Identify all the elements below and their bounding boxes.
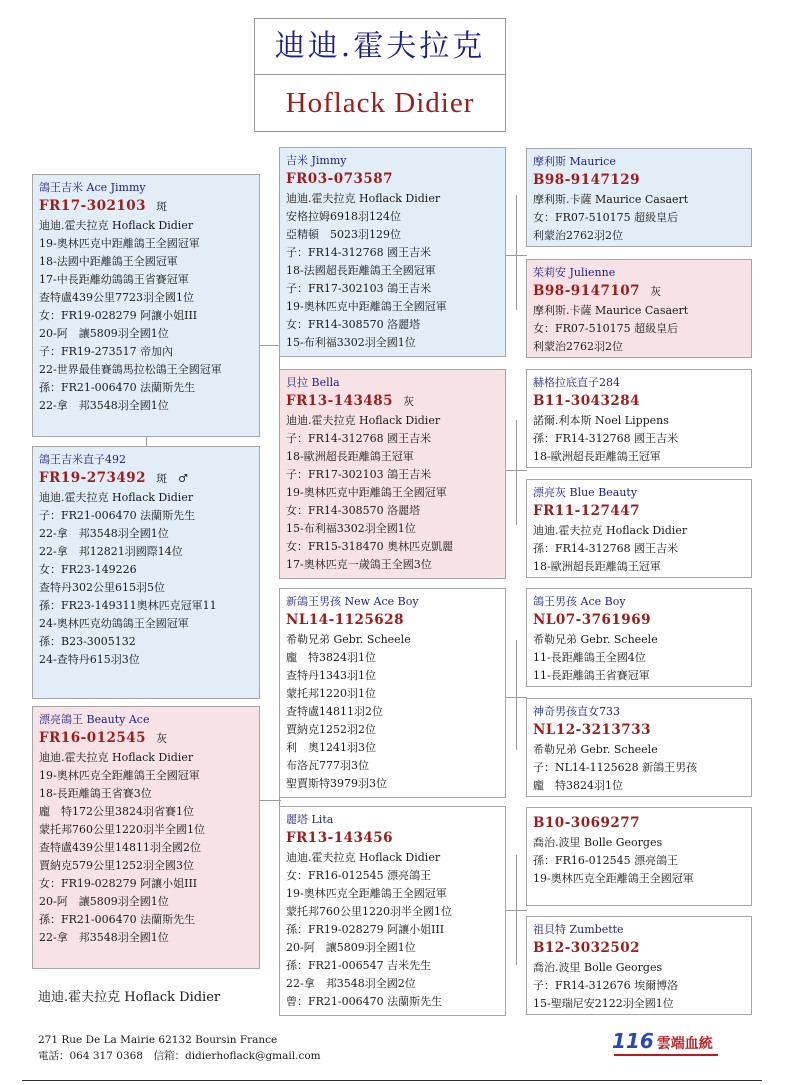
bird-name: 麗塔 Lita: [286, 813, 334, 826]
box-line: 亞精頓 5023羽129位: [286, 228, 401, 241]
color-note: 斑: [156, 200, 168, 213]
box-line: 18-長距離鴿王省賽3位: [39, 787, 152, 800]
box-line: 迪迪.霍夫拉克 Hoflack Didier: [39, 219, 194, 232]
box-line: 女：FR23-149226: [39, 563, 137, 576]
box-line: 女：FR19-028279 阿讓小姐III: [39, 309, 198, 322]
box-line: 18-歐洲超長距離鴿王冠軍: [533, 560, 661, 573]
box-line: 迪迪.霍夫拉克 Hoflack Didier: [286, 192, 441, 205]
box-line: 女：FR14-308570 洛麗塔: [286, 318, 421, 331]
pedigree-box-sire: [279, 147, 506, 357]
title-chinese: 迪迪.霍夫拉克: [255, 19, 505, 75]
connector-subject-to-sire: [259, 345, 281, 346]
box-line: 迪迪.霍夫拉克 Hoflack Didier: [286, 851, 441, 864]
box-line: 龐 特3824羽1位: [286, 651, 376, 664]
connector-sire-ss-dd-vertical: [516, 195, 517, 310]
box-line: 迪迪.霍夫拉克 Hoflack Didier: [286, 414, 441, 427]
box-line: 子：FR19-273517 帝加內: [39, 345, 174, 358]
box-line: 孫：FR21-006547 吉米先生: [286, 959, 432, 972]
address-line: 271 Rue De La Mairie 62132 Boursin France: [38, 1034, 278, 1046]
box-line: 20-阿 讓5809羽全國1位: [39, 327, 169, 340]
title-box: [254, 18, 506, 132]
pedigree-box-dam: [279, 369, 506, 579]
contact-line: 電話：064 317 0368 信箱：didierhoflack@gmail.com: [38, 1050, 321, 1062]
box-line: 22-拿 邦3548羽全國1位: [39, 931, 169, 944]
box-line: 女：FR19-028279 阿讓小姐III: [39, 877, 198, 890]
box-line: 希勒兄弟 Gebr. Scheele: [533, 743, 658, 756]
box-line: 查特盧439公里7723羽全國1位: [39, 291, 194, 304]
ring-number: FR16-012545: [39, 730, 147, 746]
bird-name: 鴿王吉米 Ace Jimmy: [39, 181, 146, 194]
box-line: 諾爾.利本斯 Noel Lippens: [533, 414, 669, 427]
box-line: 19-奧林匹克全距離鴿王全國冠軍: [286, 887, 447, 900]
ring-number: FR03-073587: [286, 171, 394, 187]
box-line: 孫：FR19-028279 阿讓小姐III: [286, 923, 445, 936]
color-note: 灰: [650, 285, 662, 298]
ring-number: B98-9147129: [533, 172, 641, 188]
bird-name: 茱莉安 Julienne: [533, 266, 616, 279]
box-line: 19-奧林匹克全距離鴿王全國冠軍: [533, 872, 694, 885]
box-line: 查特丹302公里615羽5位: [39, 581, 165, 594]
box-line: 20-阿 讓5809羽全國1位: [39, 895, 169, 908]
color-note: 灰: [403, 395, 415, 408]
pedigree-box-mate-sire-dam: [526, 698, 752, 797]
pedigree-box-mate: [32, 706, 260, 969]
box-line: 查特盧14811羽2位: [286, 705, 383, 718]
ring-number: NL14-1125628: [286, 612, 404, 628]
box-line: 24-查特丹615羽3位: [39, 653, 140, 666]
box-line: 利蒙治2762羽2位: [533, 340, 623, 353]
box-line: 15-布利福3302羽全國1位: [286, 336, 416, 349]
box-line: 19-奧林匹克中距離鴿王全國冠軍: [286, 300, 447, 313]
ring-number: NL12-3213733: [533, 722, 651, 738]
ring-number: FR13-143456: [286, 830, 394, 846]
bird-name: 漂亮鴿王 Beauty Ace: [39, 713, 150, 726]
box-line: 19-奧林匹克中距離鴿王全國冠軍: [286, 486, 447, 499]
connector-mate-to-parents: [259, 800, 281, 801]
box-line: 17-中長距離幼鴿鴿王省賽冠軍: [39, 273, 189, 286]
ring-number: B98-9147107: [533, 283, 641, 299]
box-line: 摩利斯.卡薩 Maurice Casaert: [533, 304, 689, 317]
box-line: 孫：FR14-312768 國王吉米: [533, 432, 679, 445]
pedigree-box-dam-sire: [526, 369, 752, 468]
box-line: 18-法國超長距離鴿王全國冠軍: [286, 264, 436, 277]
box-line: 布洛瓦777羽3位: [286, 759, 369, 772]
box-line: 女：FR07-510175 超級皇后: [533, 322, 679, 335]
box-line: 19-奧林匹克全距離鴿王全國冠軍: [39, 769, 200, 782]
pedigree-box-dam-dam: [526, 479, 752, 578]
box-line: 11-長距離鴿王全國4位: [533, 651, 646, 664]
contact-block: [38, 1032, 321, 1064]
connector-subject-to-sibling: [146, 436, 147, 446]
pedigree-box-mate-sire-sire: [526, 588, 752, 687]
box-line: 孫：FR23-149311奧林匹克冠軍11: [39, 599, 217, 612]
box-line: 子：NL14-1125628 新鴿王男孩: [533, 761, 698, 774]
box-line: 子：FR21-006470 法蘭斯先生: [39, 509, 196, 522]
box-line: 曾：FR21-006470 法蘭斯先生: [286, 995, 443, 1008]
box-line: 11-長距離鴿王省賽冠軍: [533, 669, 650, 682]
box-line: 迪迪.霍夫拉克 Hoflack Didier: [533, 524, 688, 537]
logo-text: 雲端血統: [656, 1036, 713, 1052]
box-line: 希勒兄弟 Gebr. Scheele: [533, 633, 658, 646]
box-line: 22-拿 邦12821羽國際14位: [39, 545, 183, 558]
ring-number: FR17-302103: [39, 198, 147, 214]
box-line: 15-布利福3302羽全國1位: [286, 522, 416, 535]
box-line: 18-法國中距離鴿王全國冠軍: [39, 255, 178, 268]
pedigree-box-sire-dam: [526, 259, 752, 358]
ring-number: B11-3043284: [533, 393, 641, 409]
pedigree-box-mate-dam-sire: [526, 807, 752, 906]
box-line: 孫：FR16-012545 漂亮鴿王: [533, 854, 679, 867]
box-line: 查特盧439公里14811羽全國2位: [39, 841, 201, 854]
pedigree-box-subject: [32, 174, 260, 437]
box-line: 22-拿 邦3548羽全國1位: [39, 527, 169, 540]
box-line: 利 奧1241羽3位: [286, 741, 376, 754]
connector-dam-vertical: [516, 420, 517, 525]
pedigree-box-mate-sire: [279, 588, 506, 798]
box-line: 摩利斯.卡薩 Maurice Casaert: [533, 193, 689, 206]
box-line: 19-奧林匹克中距離鴿王全國冠軍: [39, 237, 200, 250]
box-line: 15-聖瑞尼安2122羽全國1位: [533, 997, 674, 1010]
pedigree-box-mate-dam-dam: [526, 916, 752, 1015]
connector-mate-dam-vertical: [516, 855, 517, 965]
pedigree-box-mate-dam: [279, 806, 506, 1016]
box-line: 孫：FR21-006470 法蘭斯先生: [39, 913, 196, 926]
box-line: 女：FR14-308570 洛麗塔: [286, 504, 421, 517]
box-line: 子：FR17-302103 鴿王吉米: [286, 282, 432, 295]
bird-name: 鴿王吉米直子492: [39, 453, 126, 466]
bird-name: 摩利斯 Maurice: [533, 155, 616, 168]
box-line: 17-奧林匹克一歲鴿王全國3位: [286, 558, 432, 571]
box-line: 孫：FR21-006470 法蘭斯先生: [39, 381, 196, 394]
box-line: 女：FR07-510175 超級皇后: [533, 211, 679, 224]
box-line: 22-拿 邦3548羽全國1位: [39, 399, 169, 412]
box-line: 子：FR14-312676 埃爾博洛: [533, 979, 679, 992]
bird-name: 鴿王男孩 Ace Boy: [533, 595, 626, 608]
pedigree-box-sire-sire: [526, 148, 752, 247]
box-line: 孫：B23-3005132: [39, 635, 136, 648]
box-line: 賈納克579公里1252羽全國3位: [39, 859, 194, 872]
bird-name: 新鴿王男孩 New Ace Boy: [286, 595, 419, 608]
box-line: 安格拉姆6918羽124位: [286, 210, 401, 223]
bird-name: 赫格拉底直子284: [533, 376, 620, 389]
box-line: 孫：FR14-312768 國王吉米: [533, 542, 679, 555]
logo-number: 116: [612, 1029, 654, 1053]
bird-name: 吉米 Jimmy: [286, 154, 347, 167]
box-line: 聖賈斯特3979羽3位: [286, 777, 387, 790]
box-line: 子：FR17-302103 鴿王吉米: [286, 468, 432, 481]
box-line: 18-歐洲超長距離鴿王冠軍: [533, 450, 661, 463]
bottom-divider: [22, 1080, 762, 1081]
box-line: 查特丹1343羽1位: [286, 669, 376, 682]
box-line: 20-阿 讓5809羽全國1位: [286, 941, 416, 954]
bird-name: 漂亮灰 Blue Beauty: [533, 486, 638, 499]
ring-number: FR19-273492: [39, 470, 147, 486]
connector-mate-sire-vertical: [516, 640, 517, 750]
logo-underline: [614, 1054, 718, 1056]
box-line: 女：FR16-012545 漂亮鴿王: [286, 869, 432, 882]
box-line: 喬治.波里 Bolle Georges: [533, 836, 663, 849]
box-line: 蒙托邦760公里1220羽半全國1位: [39, 823, 205, 836]
box-line: 迪迪.霍夫拉克 Hoflack Didier: [39, 491, 194, 504]
ring-number: FR11-127447: [533, 503, 641, 519]
ring-number: NL07-3761969: [533, 612, 651, 628]
color-note: 灰: [156, 732, 168, 745]
brand-logo: [612, 1029, 713, 1055]
bird-name: 神奇男孩直女733: [533, 705, 620, 718]
box-line: 24-奧林匹克幼鴿鴿王全國冠軍: [39, 617, 189, 630]
box-line: 龐 特172公里3824羽省賽1位: [39, 805, 194, 818]
box-line: 蒙托邦1220羽1位: [286, 687, 376, 700]
box-line: 龐 特3824羽1位: [533, 779, 623, 792]
pedigree-box-sibling: [32, 446, 260, 699]
box-line: 喬治.波里 Bolle Georges: [533, 961, 663, 974]
title-english: Hoflack Didier: [285, 87, 475, 119]
owner-name: 迪迪.霍夫拉克 Hoflack Didier: [38, 990, 221, 1005]
bird-name: 貝拉 Bella: [286, 376, 340, 389]
bird-name: 祖貝特 Zumbette: [533, 923, 624, 936]
box-line: 蒙托邦760公里1220羽半全國1位: [286, 905, 452, 918]
box-line: 22-拿 邦3548羽全國2位: [286, 977, 416, 990]
box-line: 18-歐洲超長距離鴿王冠軍: [286, 450, 414, 463]
box-line: 賈納克1252羽2位: [286, 723, 376, 736]
box-line: 子：FR14-312768 國王吉米: [286, 246, 432, 259]
box-line: 希勒兄弟 Gebr. Scheele: [286, 633, 411, 646]
ring-number: B10-3069277: [533, 815, 641, 831]
box-line: 子：FR14-312768 國王吉米: [286, 432, 432, 445]
ring-number: FR13-143485: [286, 393, 394, 409]
color-note: 斑 ♂: [156, 472, 188, 485]
box-line: 22-世界最佳賽鴿馬拉松鴿王全國冠軍: [39, 363, 222, 376]
box-line: 女：FR15-318470 奧林匹克凱麗: [286, 540, 454, 553]
ring-number: B12-3032502: [533, 940, 641, 956]
box-line: 利蒙治2762羽2位: [533, 229, 623, 242]
box-line: 迪迪.霍夫拉克 Hoflack Didier: [39, 751, 194, 764]
